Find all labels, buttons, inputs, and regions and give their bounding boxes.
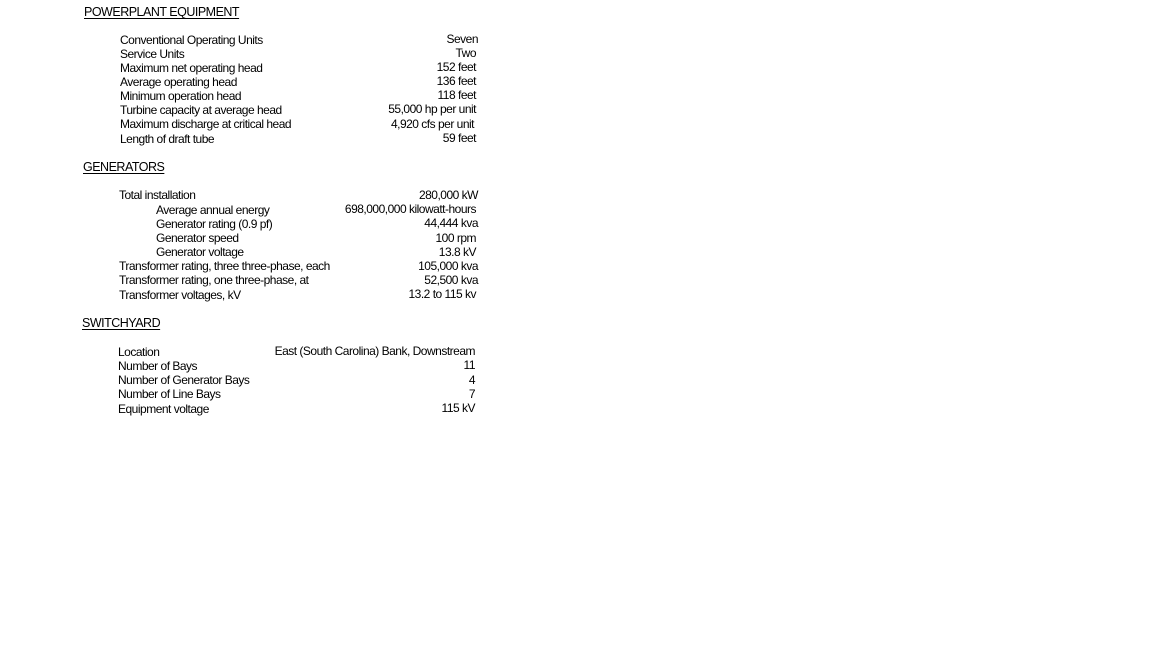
section-heading-powerplant-equipment: POWERPLANT EQUIPMENT (84, 5, 240, 19)
label-generator-speed: Generator speed (156, 231, 239, 245)
value-transformer-rating-three: 105,000 kva (418, 259, 478, 273)
label-transformer-rating-three: Transformer rating, three three-phase, each (119, 259, 330, 273)
value-average-annual-energy: 698,000,000 kilowatt-hours (344, 202, 476, 216)
value-service-units: Two (455, 46, 476, 60)
label-generator-voltage: Generator voltage (156, 245, 244, 259)
label-total-installation: Total installation (119, 188, 196, 202)
label-service-units: Service Units (120, 47, 185, 61)
value-length-of-draft-tube: 59 feet (442, 131, 476, 145)
label-average-operating-head: Average operating head (120, 75, 237, 89)
label-location: Location (118, 345, 160, 359)
value-generator-voltage: 13.8 kV (438, 245, 476, 259)
value-location: East (South Carolina) Bank, Downstream (274, 344, 475, 358)
label-turbine-capacity: Turbine capacity at average head (120, 103, 282, 117)
label-maximum-discharge: Maximum discharge at critical head (120, 117, 292, 131)
label-average-annual-energy: Average annual energy (156, 203, 270, 217)
label-equipment-voltage: Equipment voltage (118, 402, 209, 416)
section-heading-switchyard: SWITCHYARD (82, 316, 161, 330)
label-number-of-generator-bays: Number of Generator Bays (118, 373, 250, 387)
label-conventional-operating-units: Conventional Operating Units (120, 33, 263, 47)
label-number-of-line-bays: Number of Line Bays (118, 387, 221, 401)
value-total-installation: 280,000 kW (418, 188, 478, 202)
value-average-operating-head: 136 feet (436, 74, 476, 88)
value-minimum-operation-head: 118 feet (437, 88, 476, 102)
value-number-of-bays: 11 (463, 358, 475, 372)
value-number-of-generator-bays: 4 (468, 373, 475, 387)
label-length-of-draft-tube: Length of draft tube (120, 132, 215, 146)
label-generator-rating: Generator rating (0.9 pf) (156, 217, 273, 231)
value-generator-speed: 100 rpm (435, 231, 476, 245)
value-maximum-discharge: 4,920 cfs per unit (390, 117, 474, 131)
value-transformer-voltages: 13.2 to 115 kv (408, 287, 476, 301)
label-number-of-bays: Number of Bays (118, 359, 198, 373)
value-conventional-operating-units: Seven (446, 32, 478, 46)
label-transformer-voltages: Transformer voltages, kV (119, 288, 241, 302)
value-generator-rating: 44,444 kva (424, 216, 478, 230)
value-equipment-voltage: 115 kV (441, 401, 475, 415)
value-transformer-rating-one: 52,500 kva (424, 273, 478, 287)
label-minimum-operation-head: Minimum operation head (120, 89, 242, 103)
value-turbine-capacity: 55,000 hp per unit (388, 102, 476, 116)
label-maximum-net-operating-head: Maximum net operating head (120, 61, 263, 75)
label-transformer-rating-one: Transformer rating, one three-phase, at (119, 273, 309, 287)
value-number-of-line-bays: 7 (468, 387, 475, 401)
value-maximum-net-operating-head: 152 feet (436, 60, 476, 74)
section-heading-generators: GENERATORS (83, 160, 165, 174)
